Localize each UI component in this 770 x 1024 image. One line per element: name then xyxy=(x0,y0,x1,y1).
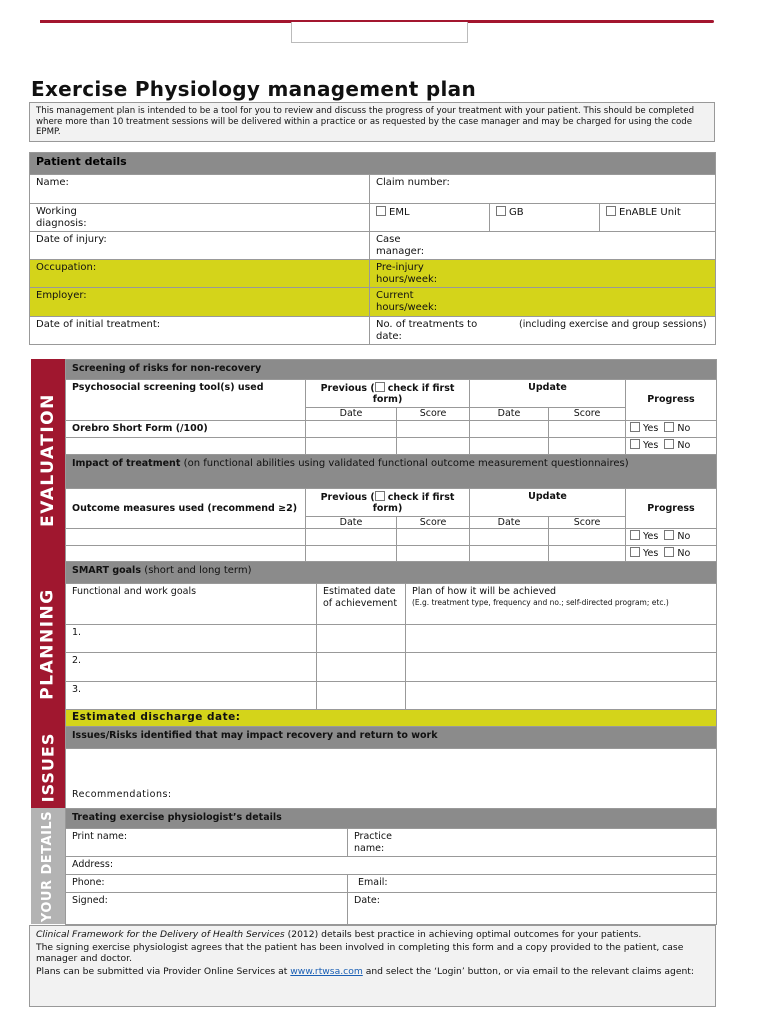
evaluation-sidebar: EVALUATION xyxy=(31,359,65,561)
plan-header-title: Plan of how it will be achieved xyxy=(412,586,557,597)
your-details-sidebar: YOUR DETAILS xyxy=(31,808,65,924)
first-form-checkbox[interactable] xyxy=(375,382,385,392)
screening-extra-update-score[interactable] xyxy=(549,437,626,454)
impact-prev-date-header: Date xyxy=(306,516,397,529)
name-field[interactable]: Name: xyxy=(30,175,370,204)
yes-label: Yes xyxy=(643,548,659,559)
enable-checkbox[interactable] xyxy=(606,206,616,216)
footer-line-3: Plans can be submitted via Provider Online Services at www.rtwsa.com and select the ‘Login’ button, or via email to the relevant claims agent: xyxy=(36,965,694,977)
planning-table xyxy=(65,561,717,728)
date-field[interactable]: Date: xyxy=(348,893,717,925)
yes-checkbox[interactable] xyxy=(630,530,640,540)
num-treatments-field[interactable] xyxy=(370,317,716,345)
screening-extra-tool[interactable] xyxy=(66,437,306,454)
footer-line-1: Clinical Framework for the Delivery of Health Services (2012) details best practice in achieving optimal outcomes for your patients. xyxy=(36,929,642,940)
first-form-checkbox[interactable] xyxy=(375,491,385,501)
outcome-measure-2[interactable] xyxy=(66,546,306,563)
yes-label: Yes xyxy=(643,439,659,451)
physio-heading: Treating exercise physiologist’s details xyxy=(66,809,717,829)
impact-previous-header: Previous ( check if first form) xyxy=(306,488,470,516)
physiologist-table xyxy=(65,808,717,925)
goal-1-plan[interactable] xyxy=(406,625,717,653)
plan-header-note: (E.g. treatment type, frequency and no.; self-directed program; etc.) xyxy=(412,597,669,607)
issues-sidebar: ISSUES xyxy=(31,726,65,808)
impact-update-date-header: Date xyxy=(470,516,549,529)
eml-label: EML xyxy=(389,207,410,218)
screening-extra-update-date[interactable] xyxy=(470,437,549,454)
plan-header xyxy=(406,584,717,625)
goal-1-date[interactable] xyxy=(317,625,406,653)
smart-heading-title: SMART goals xyxy=(72,565,141,576)
orebro-label: Orebro Short Form (/100) xyxy=(66,420,306,437)
no-checkbox[interactable] xyxy=(664,530,674,540)
discharge-date-field[interactable]: Estimated discharge date: xyxy=(66,710,717,728)
patient-details-heading: Patient details xyxy=(30,153,716,175)
orebro-prev-date[interactable] xyxy=(306,420,397,437)
outcome-1-update-score[interactable] xyxy=(549,529,626,546)
case-manager-field[interactable] xyxy=(370,232,716,260)
including-note: (including exercise and group sessions) xyxy=(519,319,707,330)
current-hours-field[interactable] xyxy=(370,288,716,317)
goal-2-date[interactable] xyxy=(317,653,406,682)
pre-injury-hours-label: Pre-injury hours/week: xyxy=(376,262,438,285)
screening-tool-label: Psychosocial screening tool(s) used xyxy=(66,380,306,421)
occupation-field[interactable]: Occupation: xyxy=(30,260,370,288)
no-label: No xyxy=(677,439,691,451)
planning-sidebar: PLANNING xyxy=(31,561,65,726)
impact-heading xyxy=(66,454,717,488)
date-initial-treatment-field[interactable]: Date of initial treatment: xyxy=(30,317,370,345)
no-checkbox[interactable] xyxy=(664,422,674,432)
eml-option[interactable] xyxy=(370,204,490,232)
gb-option[interactable] xyxy=(490,204,600,232)
yes-label: Yes xyxy=(643,531,659,542)
outcome-1-progress[interactable] xyxy=(626,529,717,546)
no-checkbox[interactable] xyxy=(664,547,674,557)
phone-field[interactable]: Phone: xyxy=(66,875,348,893)
claim-number-field[interactable] xyxy=(370,175,716,204)
no-checkbox[interactable] xyxy=(664,439,674,449)
case-manager-label: Case manager: xyxy=(376,234,425,257)
outcome-2-progress[interactable] xyxy=(626,546,717,563)
outcome-2-update-date[interactable] xyxy=(470,546,549,563)
current-hours-label: Current hours/week: xyxy=(376,290,438,313)
goals-header: Functional and work goals xyxy=(66,584,317,625)
no-label: No xyxy=(677,531,691,542)
outcome-1-prev-score[interactable] xyxy=(397,529,470,546)
working-diagnosis-label: Working diagnosis: xyxy=(36,206,87,229)
employer-field[interactable]: Employer: xyxy=(30,288,370,317)
yes-checkbox[interactable] xyxy=(630,547,640,557)
orebro-prev-score[interactable] xyxy=(397,420,470,437)
impact-prev-score-header: Score xyxy=(397,516,470,529)
outcome-1-update-date[interactable] xyxy=(470,529,549,546)
impact-progress-header: Progress xyxy=(626,488,717,529)
recommendations-field[interactable]: Recommendations: xyxy=(66,749,717,809)
screening-progress-header: Progress xyxy=(626,380,717,421)
working-diagnosis-field[interactable] xyxy=(30,204,370,232)
email-field[interactable]: Email: xyxy=(348,875,717,893)
yes-label: Yes xyxy=(643,422,659,434)
smart-heading-note: (short and long term) xyxy=(144,565,252,576)
impact-update-header: Update xyxy=(470,488,626,516)
issues-heading: Issues/Risks identified that may impact recovery and return to work xyxy=(66,727,717,749)
outcome-1-prev-date[interactable] xyxy=(306,529,397,546)
footer-notes xyxy=(29,925,716,1007)
outcome-2-prev-date[interactable] xyxy=(306,546,397,563)
footer-line-2: The signing exercise physiologist agrees that the patient has been involved in completing this form and a copy provided to the patient, case manager and doctor. xyxy=(36,941,684,964)
goal-3-date[interactable] xyxy=(317,682,406,710)
rtwsa-link[interactable]: www.rtwsa.com xyxy=(290,965,363,977)
prev-date-header: Date xyxy=(306,408,397,421)
no-label: No xyxy=(677,422,691,434)
impact-heading-title: Impact of treatment xyxy=(72,457,181,469)
goal-2[interactable]: 2. xyxy=(66,653,317,682)
outcome-measures-label: Outcome measures used (recommend ≥2) xyxy=(66,488,306,529)
update-date-header: Date xyxy=(470,408,549,421)
no-label: No xyxy=(677,548,691,559)
evaluation-table xyxy=(65,359,717,563)
screening-extra-progress[interactable] xyxy=(626,437,717,454)
address-field[interactable]: Address: xyxy=(66,857,717,875)
framework-title: Clinical Framework for the Delivery of Health Services xyxy=(36,929,285,940)
orebro-update-date[interactable] xyxy=(470,420,549,437)
goal-2-plan[interactable] xyxy=(406,653,717,682)
enable-option[interactable] xyxy=(600,204,716,232)
goal-3-plan[interactable] xyxy=(406,682,717,710)
orebro-update-score[interactable] xyxy=(549,420,626,437)
enable-label: EnABLE Unit xyxy=(619,207,681,218)
page-title: Exercise Physiology management plan xyxy=(31,77,477,101)
gb-label: GB xyxy=(509,207,524,218)
screening-extra-prev-score[interactable] xyxy=(397,437,470,454)
impact-update-score-header: Score xyxy=(549,516,626,529)
print-name-label: Print name: xyxy=(72,831,128,842)
update-score-header: Score xyxy=(549,408,626,421)
outcome-2-update-score[interactable] xyxy=(549,546,626,563)
estimated-date-header: Estimated date of achievement xyxy=(317,584,406,625)
yes-checkbox[interactable] xyxy=(630,422,640,432)
goal-1[interactable]: 1. xyxy=(66,625,317,653)
goal-3[interactable]: 3. xyxy=(66,682,317,710)
practice-name-label: Practice name: xyxy=(354,831,392,854)
intro-text: This management plan is intended to be a tool for you to review and discuss the progress of your treatment with your patient. This should be completed where more than 10 treatment sessions will be delivered within a practice or as requested by the case manager and may be charged for using the code EPMP. xyxy=(29,102,715,142)
claim-number-label: Claim number: xyxy=(376,177,450,188)
outcome-measure-1[interactable] xyxy=(66,529,306,546)
impact-heading-note: (on functional abilities using validated functional outcome measurement questionnaires) xyxy=(183,457,629,469)
date-of-injury-field[interactable]: Date of injury: xyxy=(30,232,370,260)
outcome-2-prev-score[interactable] xyxy=(397,546,470,563)
print-name-field[interactable] xyxy=(66,829,348,857)
gb-checkbox[interactable] xyxy=(496,206,506,216)
num-treatments-label: No. of treatments to date: xyxy=(376,319,478,342)
screening-heading: Screening of risks for non-recovery xyxy=(66,360,717,380)
prev-score-header: Score xyxy=(397,408,470,421)
yes-checkbox[interactable] xyxy=(630,439,640,449)
eml-checkbox[interactable] xyxy=(376,206,386,216)
issues-table xyxy=(65,726,717,809)
pre-injury-hours-field[interactable] xyxy=(370,260,716,288)
smart-heading xyxy=(66,562,717,584)
orebro-progress[interactable] xyxy=(626,420,717,437)
practice-name-field[interactable] xyxy=(348,829,717,857)
header-tab xyxy=(291,22,468,43)
patient-details-table xyxy=(29,152,716,345)
screening-previous-header: Previous ( check if first form) xyxy=(306,380,470,408)
screening-extra-prev-date[interactable] xyxy=(306,437,397,454)
screening-update-header: Update xyxy=(470,380,626,408)
signed-field[interactable]: Signed: xyxy=(66,893,348,925)
